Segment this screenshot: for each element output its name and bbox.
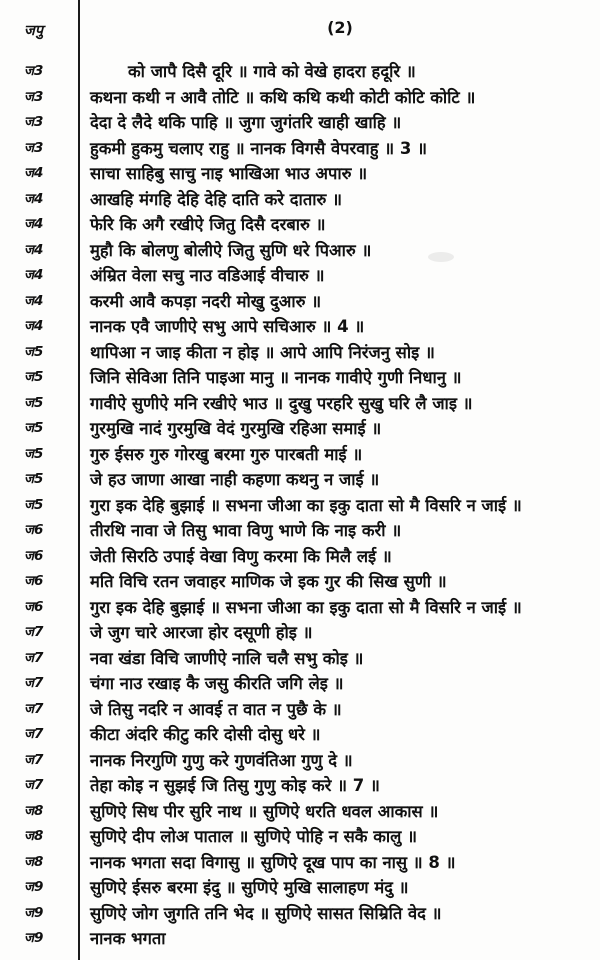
margin-ref-label: ज5 (24, 394, 44, 411)
verse-text: अंम्रित वेला सचु नाउ वडिआई वीचारु ॥ (90, 266, 325, 285)
margin-ref-label: ज3 (24, 114, 44, 130)
margin-ref-label: ज4 (24, 241, 44, 258)
margin-ref-label: ज4 (24, 216, 44, 232)
verse-row (0, 697, 600, 723)
verse-text: नानक एवै जाणीऐ सभु आपे सचिआरु ॥ 4 ॥ (90, 317, 365, 336)
verse-text: गुरु ईसरु गुरु गोरखु बरमा गुरु पारबती माई ॥ (90, 444, 363, 464)
verse-text: चंगा नाउ रखाइ कै जसु कीरति जगि लेइ ॥ (90, 674, 344, 693)
verse-text: जिनि सेविआ तिनि पाइआ मानु ॥ नानक गावीऐ गुणी निधानु ॥ (90, 368, 462, 387)
margin-ref-label: ज6 (24, 522, 44, 538)
verse-row (0, 59, 600, 85)
margin-ref-label: ज5 (24, 496, 44, 513)
margin-ref-label: ज7 (24, 700, 44, 717)
verse-text: तीरथि नावा जे तिसु भावा विणु भाणे कि नाइ करी ॥ (90, 521, 402, 540)
margin-ref-label: ज6 (24, 573, 44, 589)
verse-row (0, 467, 600, 493)
verse-row (0, 187, 600, 213)
page-number: (2) (327, 18, 353, 37)
verse-row (0, 646, 600, 672)
verse-row (0, 518, 600, 544)
verse-text: सुणिऐ सिध पीर सुरि नाथ ॥ सुणिऐ धरति धवल आकास ॥ (90, 801, 439, 821)
margin-ref-label: ज9 (24, 904, 44, 921)
verse-text: नानक निरगुणि गुणु करे गुणवंतिआ गुणु दे ॥ (90, 750, 353, 770)
margin-ref-label: ज6 (24, 547, 44, 564)
verse-row (0, 748, 600, 774)
verse-text: तेहा कोइ न सुझई जि तिसु गुणु कोइ करे ॥ 7 ॥ (90, 776, 380, 795)
verse-text: सुणिऐ जोग जुगति तनि भेद ॥ सुणिऐ सासत सिम्रिति वेद ॥ (90, 903, 442, 923)
margin-ref-label: ज5 (24, 420, 44, 436)
verse-text: साचा साहिबु साचु नाइ भाखिआ भाउ अपारु ॥ (90, 164, 368, 183)
verse-text: आखहि मंगहि देहि देहि दाति करे दातारु ॥ (90, 189, 342, 209)
margin-ref-label: ज3 (24, 88, 44, 105)
verse-text: नवा खंडा विचि जाणीऐ नालि चलै सभु कोइ ॥ (90, 648, 364, 668)
verse-text: करमी आवै कपड़ा नदरी मोखु दुआरु ॥ (90, 291, 322, 311)
margin-ref-label: ज4 (24, 318, 44, 334)
margin-ref-label: ज5 (24, 343, 44, 360)
verse-text: कीटा अंदरि कीटु करि दोसी दोसु धरे ॥ (90, 725, 321, 744)
margin-ref-label: ज7 (24, 777, 44, 793)
margin-ref-label: ज4 (24, 292, 44, 309)
verse-text: फेरि कि अगै रखीऐ जितु दिसै दरबारु ॥ (90, 215, 326, 234)
verse-text: थापिआ न जाइ कीता न होइ ॥ आपे आपि निरंजनु सोइ ॥ (90, 342, 435, 362)
verse-row (0, 212, 600, 238)
scan-artifact (428, 252, 454, 262)
verse-text: मति विचि रतन जवाहर माणिक जे इक गुर की सिख सुणी ॥ (90, 572, 447, 591)
verse-row (0, 722, 600, 748)
verse-row (0, 340, 600, 366)
verse-row (0, 544, 600, 570)
page-header (0, 14, 600, 58)
margin-ref-label: ज4 (24, 267, 44, 283)
verse-list (0, 59, 600, 952)
verse-row (0, 238, 600, 264)
verse-text: हुकमी हुकमु चलाए राहु ॥ नानक विगसै वेपरवाहु ॥ 3 ॥ (90, 138, 427, 158)
verse-text: गुरमुखि नादं गुरमुखि वेदं गुरमुखि रहिआ समाई ॥ (90, 419, 382, 438)
verse-text: कथना कथी न आवै तोटि ॥ कथि कथि कथी कोटी कोटि कोटि ॥ (90, 87, 476, 107)
verse-row (0, 85, 600, 111)
verse-text: जे जुग चारे आरजा होर दसूणी होइ ॥ (90, 623, 313, 642)
margin-section-label: जपु (24, 23, 43, 39)
margin-ref-label: ज8 (24, 828, 44, 844)
margin-ref-label: ज9 (24, 930, 44, 946)
margin-ref-label: ज7 (24, 675, 44, 691)
margin-ref-label: ज3 (24, 139, 44, 156)
verse-row (0, 493, 600, 519)
verse-row (0, 289, 600, 315)
verse-text: मुहौ कि बोलणु बोलीऐ जितु सुणि धरे पिआरु ॥ (90, 240, 372, 260)
verse-text: गावीऐ सुणीऐ मनि रखीऐ भाउ ॥ दुखु परहरि सुखु घरि लै जाइ ॥ (90, 393, 473, 413)
verse-row (0, 620, 600, 646)
verse-text: गुरा इक देहि बुझाई ॥ सभना जीआ का इकु दाता सो मै विसरि न जाई ॥ (90, 597, 522, 617)
verse-text: नानक भगता (90, 929, 166, 948)
margin-ref-label: ज7 (24, 726, 44, 742)
margin-ref-label: ज5 (24, 445, 44, 462)
margin-ref-label: ज8 (24, 802, 44, 819)
verse-text: गुरा इक देहि बुझाई ॥ सभना जीआ का इकु दाता सो मै विसरि न जाई ॥ (90, 495, 522, 515)
verse-row (0, 595, 600, 621)
margin-ref-label: ज7 (24, 649, 44, 666)
verse-row (0, 773, 600, 799)
verse-row (0, 926, 600, 952)
verse-row (0, 263, 600, 289)
verse-row (0, 671, 600, 697)
margin-ref-label: ज5 (24, 369, 44, 385)
verse-row (0, 901, 600, 927)
verse-text: सुणिऐ ईसरु बरमा इंदु ॥ सुणिऐ मुखि सालाहण मंदु ॥ (90, 878, 409, 897)
verse-text: को जापै दिसै दूरि ॥ गावे को वेखे हादरा हदूरि ॥ (128, 62, 416, 81)
verse-row (0, 314, 600, 340)
verse-text: जेती सिरठि उपाई वेखा विणु करमा कि मिलै लई ॥ (90, 546, 392, 566)
verse-row (0, 442, 600, 468)
margin-ref-label: ज9 (24, 879, 44, 895)
margin-ref-label: ज4 (24, 165, 44, 181)
verse-row (0, 110, 600, 136)
verse-row (0, 569, 600, 595)
margin-ref-label: ज5 (24, 471, 44, 487)
verse-row (0, 161, 600, 187)
verse-row (0, 391, 600, 417)
margin-ref-label: ज6 (24, 598, 44, 615)
margin-ref-label: ज8 (24, 853, 44, 870)
margin-ref-label: ज7 (24, 624, 44, 640)
verse-row (0, 824, 600, 850)
verse-row (0, 875, 600, 901)
verse-row (0, 416, 600, 442)
margin-ref-label: ज7 (24, 751, 44, 768)
verse-text: देदा दे लैदे थकि पाहि ॥ जुगा जुगंतरि खाही खाहि ॥ (90, 113, 402, 132)
verse-row (0, 136, 600, 162)
verse-row (0, 365, 600, 391)
verse-text: सुणिऐ दीप लोअ पाताल ॥ सुणिऐ पोहि न सकै कालु ॥ (90, 827, 417, 846)
verse-row (0, 850, 600, 876)
verse-row (0, 799, 600, 825)
verse-text: जे तिसु नदरि न आवई त वात न पुछै के ॥ (90, 699, 342, 719)
verse-text: जे हउ जाणा आखा नाही कहणा कथनु न जाई ॥ (90, 470, 380, 489)
verse-text: नानक भगता सदा विगासु ॥ सुणिऐ दूख पाप का नासु ॥ 8 ॥ (90, 852, 456, 872)
margin-ref-label: ज3 (24, 63, 44, 79)
margin-ref-label: ज4 (24, 190, 44, 207)
